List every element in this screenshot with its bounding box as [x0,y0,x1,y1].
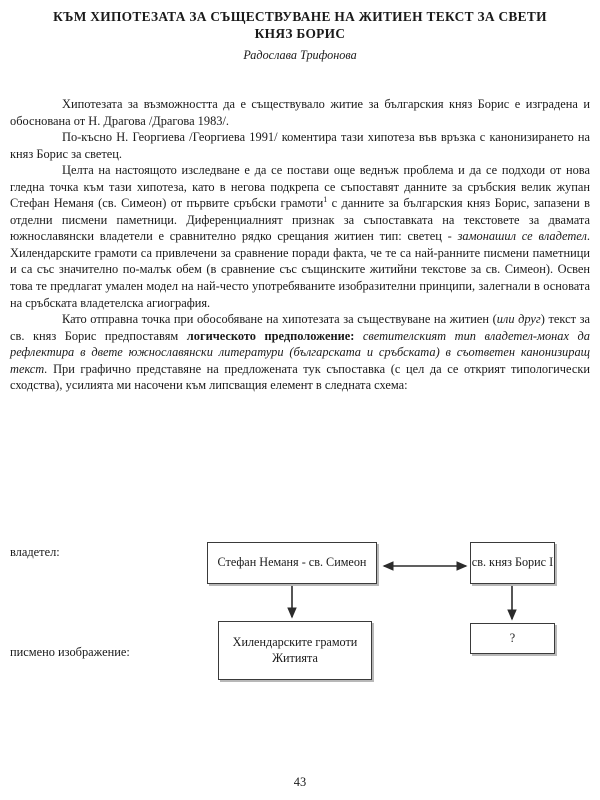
paragraph-3 [10,162,590,311]
diagram-box-hilandar-charters: Хилендарските грамоти Житията [218,621,372,680]
paragraph-1 [10,96,590,129]
author-byline: Радослава Трифонова [243,48,357,62]
diagram-row-label-ruler: владетел: [10,545,60,559]
diagram-row-label-written-image: писмено изображение: [10,645,130,659]
diagram-box-unknown: ? [470,623,555,654]
paragraph-4-bold-phrase: логическото предположение: [186,328,355,343]
paragraph-4-part-a: Като отправна точка при обособяване на хипотезата за съществуване на житиен ( [62,312,497,327]
paragraph-4-italic-hypothesis: светителският тип владетел-монах да рефлектира в двете южнославянски литератури (българската и сръбската) в съответен канонизиращ текст. [10,328,590,376]
paragraph-3-italic-phrase: замонашил се владетел [457,229,587,244]
paragraph-3-part-b: с данните за българския княз Борис, запазени в отделни писмени паметници. Диференциалният признак за съпоставката на текстовете за двамата южнославянски владетели е сравнително рядко срещания житиен тип: светец - [10,196,590,244]
diagram-box-stefan-nemanja: Стефан Неманя - св. Симеон [207,542,377,584]
paragraph-4 [10,311,590,394]
page-title: КЪМ ХИПОТЕЗАТА ЗА СЪЩЕСТВУВАНЕ НА ЖИТИЕН ТЕКСТ ЗА СВЕТИ КНЯЗ БОРИС [53,9,547,41]
paragraph-3-part-c: . Хилендарските грамоти са привлечени за сравнение поради факта, че те са най-ранните писмени паметници и са със значително по-малък обем (в сравнение със същинските житийни текстове за св. Симеон). Освен това те предлагат умален модел на най-често употребяваните изобразителни принципи, залегнали в основата на сръбската владетелска агиография. [10,229,590,310]
paragraph-4-part-b: ) текст за св. княз Борис предпоставям [10,312,590,343]
paragraph-3-part-a: Целта на настоящото изследване е да се постави още веднъж проблема и да се подходи от нова гледна точка към тази хипотеза, като в негова подкрепа се съпоставят данните за сръбския велик жупан Стефан Неманя (св. Симеон) от първите сръбски грамоти [10,163,590,211]
paragraph-2-text: По-късно Н. Георгиева /Георгиева 1991/ коментира тази хипотеза във връзка с канонизирането на княз Борис за светец. [10,130,590,161]
paragraph-4-part-c: При графично представяне на предложената тук съпоставка (с цел да се открият типологически сходства), усилията ми насочени към липсващия елемент в следната схема: [10,361,590,393]
paragraph-1-text: Хипотезата за възможността да е съществувало житие за българския княз Борис е изградена и обоснована от Н. Драгова /Драгова 1983/. [10,97,590,128]
diagram-box-knyaz-boris: св. княз Борис I [470,542,555,584]
paragraph-2 [10,129,590,162]
article-body [10,96,590,394]
paragraph-4-italic-or-other: или друг [496,312,541,327]
footnote-marker: 1 [323,195,328,205]
page-number: 43 [293,775,307,789]
